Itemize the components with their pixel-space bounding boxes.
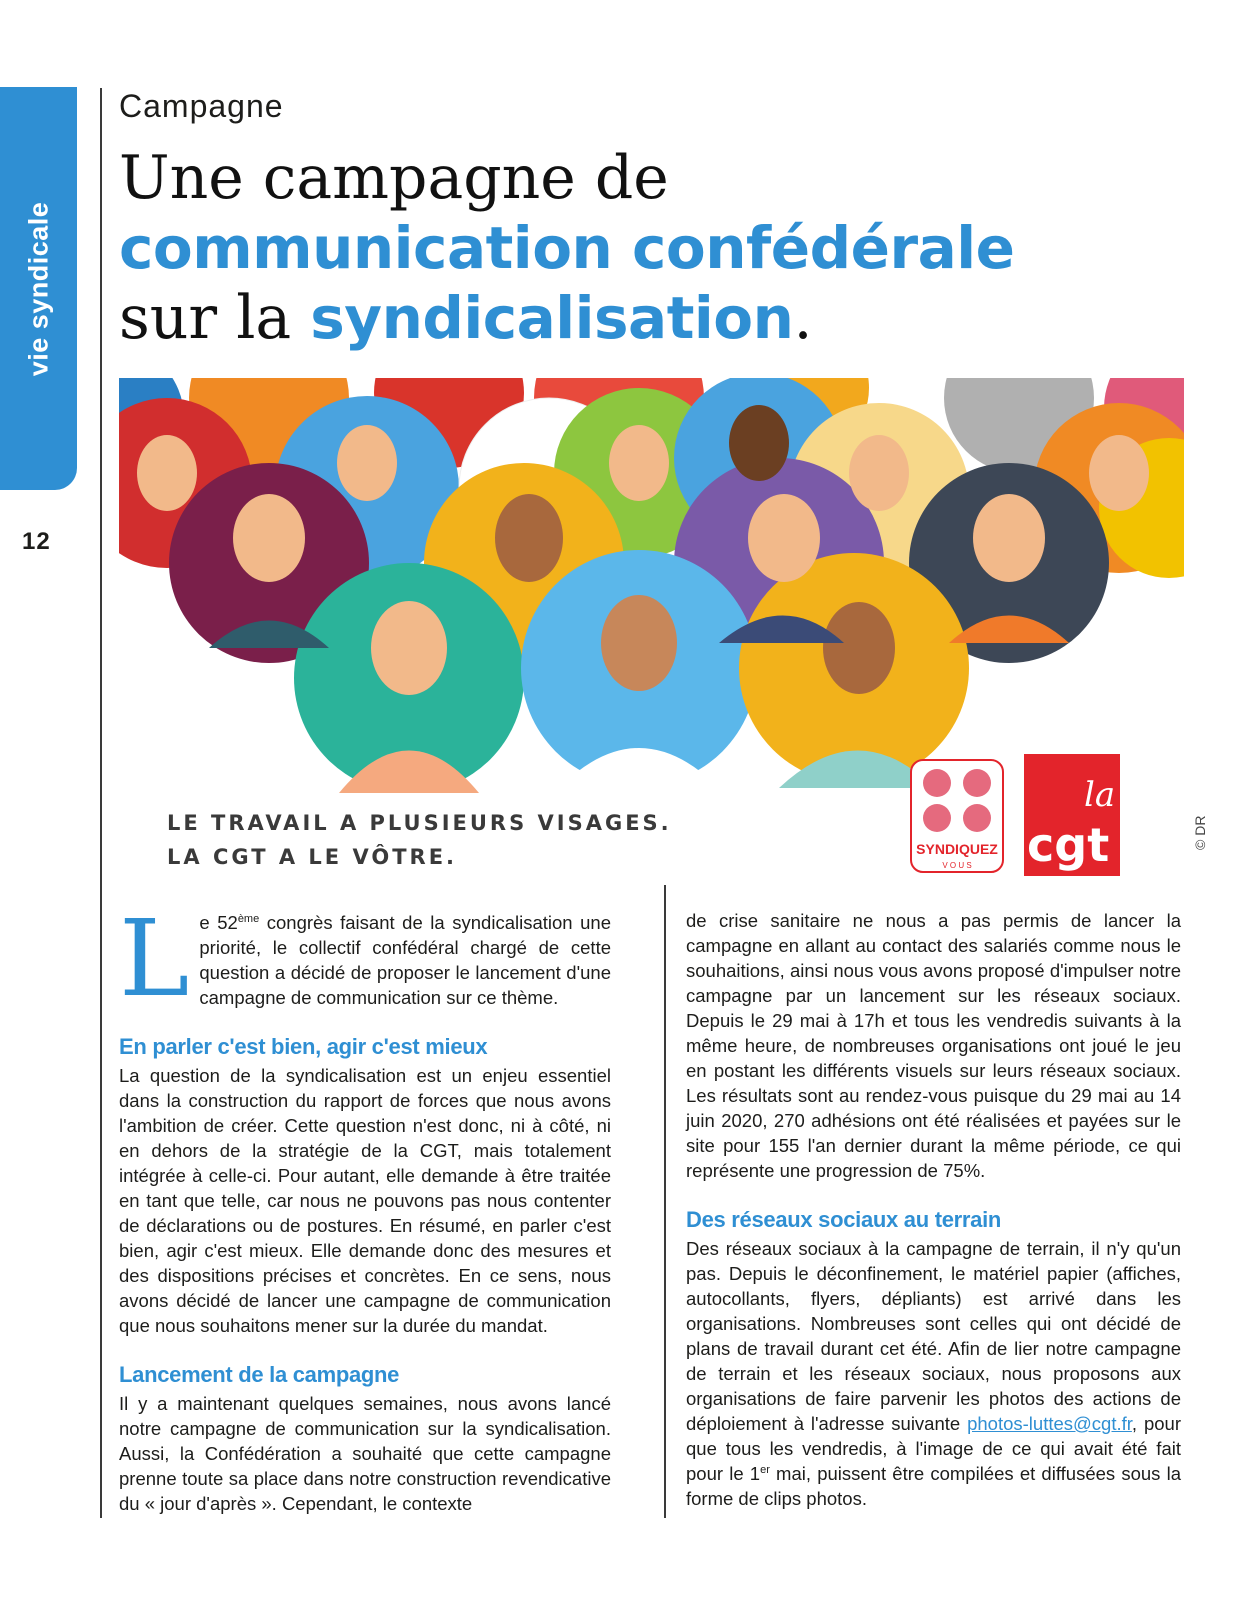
paragraph-1: La question de la syndicalisation est un enjeu essentiel dans la construction du rapport de forces que nous avons l'ambition de créer. Cette question n'est donc, ni à côté, ni en dehors de la stratégie de la CGT, mais totalement intégrée à celle-ci. Pour autant, elle demande à être traitée en tant que telle, car nous ne pouvons pas nous contenter de déclarations ou de postures. En résumé, en parler c'est bien, agir c'est mieux. Elle demande donc des mesures et des dispositions précises et concrètes. En ce sens, nous avons décidé de lancer une campagne de communication que nous souhaitons mener sur la durée du mandat. (119, 1065, 611, 1336)
margin-rule (100, 88, 102, 1518)
title-line3-suffix: . (793, 283, 813, 353)
syndiquez-badge (911, 760, 1003, 872)
p3-sup: er (760, 1463, 770, 1476)
paragraph-2-continued: de crise sanitaire ne nous a pas permis de lancer la campagne en allant au contact des salariés comme nous le souhaitions, ainsi nous vous avons proposé d'impulser notre campagne par un lancement sur les réseaux sociaux. Depuis le 29 mai à 17h et tous les vendredis suivants à la même heure, de nombreuses organisations ont joué le jeu en postant les différents visuels sur leurs réseaux sociaux. Les résultats sont au rendez-vous puisque du 29 mai au 14 juin 2020, 270 adhésions ont été réalisées et payées sur le site pour 155 l'an dernier durant la même période, ce qui représente une progression de 75%. (686, 910, 1181, 1181)
title-line3-prefix: sur la (119, 283, 311, 353)
dropcap: L (119, 897, 190, 1020)
hero-illustration (119, 378, 1184, 882)
column-left (119, 897, 611, 1516)
badge-sub: V O U S (942, 861, 972, 870)
paragraph-3 (686, 1236, 1181, 1511)
column-rule (664, 885, 666, 1518)
p3-text-c: mai, puissent être compilées et diffusées sous la forme de clips photos. (686, 1463, 1181, 1509)
title-line3-highlight: syndicalisation (310, 284, 794, 352)
p3-text-a: Des réseaux sociaux à la campagne de terrain, il n'y qu'un pas. Depuis le déconfinement, le matériel papier (affiches, autocollants, flyers, dépliants) est arrivé dans les organisations. Nombreuses sont celles qui ont décidé de plans de travail durant cet été. Afin de lier notre campagne de terrain et les réseaux sociaux, nous proposons aux organisations de faire parvenir les photos des actions de déploiement à l'adresse suivante (686, 1238, 1181, 1434)
slogan-line2: LA CGT A LE VÔTRE. (167, 845, 458, 869)
kicker: Campagne (119, 88, 284, 124)
paragraph-2: Il y a maintenant quelques semaines, nous avons lancé notre campagne de communication sur la syndicalisation. Aussi, la Confédération a souhaité que cette campagne prenne toute sa place dans notre construction revendicative du « jour d'après ». Cependant, le contexte (119, 1393, 611, 1514)
cgt-logo (1024, 754, 1120, 876)
intro-paragraph (119, 897, 611, 1020)
photo-credit: © DR (1192, 815, 1208, 850)
column-right (686, 908, 1181, 1511)
logo-cgt: cgt (1027, 818, 1110, 872)
title-line1: Une campagne de (119, 143, 669, 213)
intro-text-a: e 52 (199, 912, 238, 933)
logo-la: la (1084, 775, 1116, 815)
page-number: 12 (22, 528, 51, 555)
slogan-line1: LE TRAVAIL A PLUSIEURS VISAGES. (167, 811, 672, 835)
page-title (119, 143, 1219, 353)
intro-text-b: congrès faisant de la syndicalisation une priorité, le collectif confédéral chargé de cette question a décidé de proposer le lancement d'une campagne de communication sur ce thème. (199, 912, 611, 1008)
title-line2: communication confédérale (119, 214, 1015, 282)
subheading-2: Lancement de la campagne (119, 1362, 400, 1387)
subheading-3: Des réseaux sociaux au terrain (686, 1207, 1002, 1232)
p3-text-b: , pour que tous les vendredis, à l'image de ce qui avait été fait pour le 1 (686, 1413, 1181, 1484)
intro-sup: ème (237, 912, 260, 925)
section-tab (0, 87, 77, 490)
subheading-1: En parler c'est bien, agir c'est mieux (119, 1034, 488, 1059)
email-link[interactable]: photos-luttes@cgt.fr (967, 1413, 1132, 1434)
badge-text: SYNDIQUEZ (916, 841, 998, 857)
section-label: vie syndicale (23, 201, 53, 376)
